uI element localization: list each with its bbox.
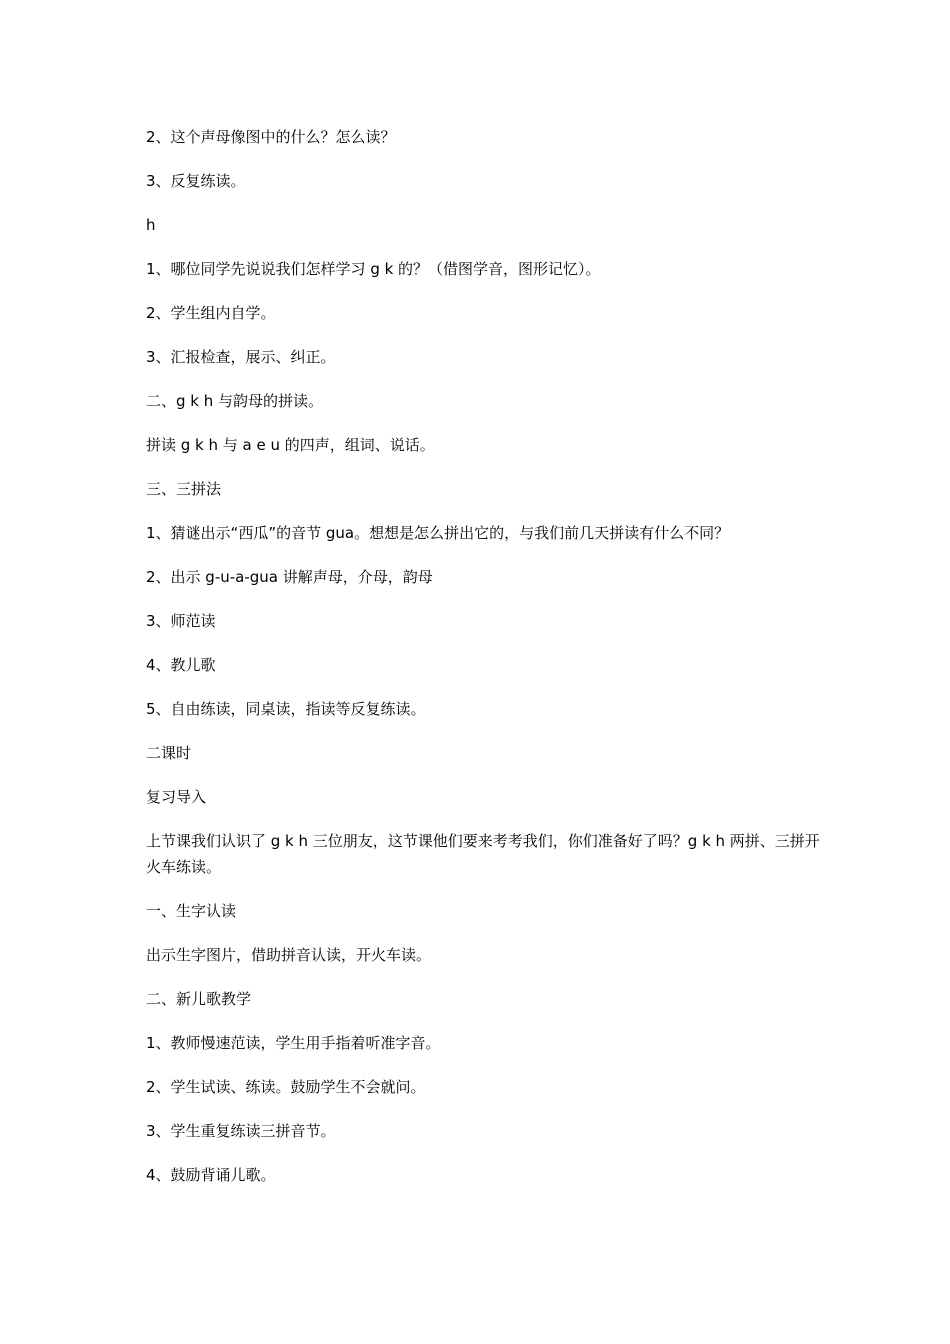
paragraph: 3、学生重复练读三拼音节。 [146, 1122, 336, 1140]
paragraph: 2、出示 g-u-a-gua 讲解声母，介母，韵母 [146, 568, 433, 586]
paragraph: 出示生字图片，借助拼音认读，开火车读。 [146, 946, 432, 964]
section-heading: 三、三拼法 [146, 480, 222, 498]
section-heading: 二、g k h 与韵母的拼读。 [146, 392, 324, 410]
paragraph: 上节课我们认识了 g k h 三位朋友，这节课他们要来考考我们，你们准备好了吗？g k h 两拼、三拼开火车练读。 [146, 832, 820, 876]
paragraph: 5、自由练读，同桌读，指读等反复练读。 [146, 700, 426, 718]
paragraph: 1、哪位同学先说说我们怎样学习 g k 的？（借图学音，图形记忆）。 [146, 260, 601, 278]
paragraph: 2、学生试读、练读。鼓励学生不会就问。 [146, 1078, 426, 1096]
paragraph: h [146, 216, 156, 234]
paragraph: 1、猜谜出示“西瓜”的音节 gua。想想是怎么拼出它的，与我们前几天拼读有什么不同？ [146, 524, 730, 542]
section-heading: 复习导入 [146, 788, 207, 806]
section-heading: 一、生字认读 [146, 902, 237, 920]
paragraph: 4、鼓励背诵儿歌。 [146, 1166, 276, 1184]
paragraph: 3、反复练读。 [146, 172, 246, 190]
section-heading: 二、新儿歌教学 [146, 990, 252, 1008]
paragraph: 2、这个声母像图中的什么？怎么读？ [146, 128, 396, 146]
document-body [146, 124, 826, 1206]
paragraph: 3、师范读 [146, 612, 216, 630]
lesson-heading: 二课时 [146, 744, 192, 762]
paragraph: 1、教师慢速范读，学生用手指着听准字音。 [146, 1034, 441, 1052]
paragraph: 拼读 g k h 与 a e u 的四声，组词、说话。 [146, 436, 435, 454]
paragraph: 3、汇报检查，展示、纠正。 [146, 348, 336, 366]
paragraph: 2、学生组内自学。 [146, 304, 276, 322]
paragraph: 4、教儿歌 [146, 656, 216, 674]
